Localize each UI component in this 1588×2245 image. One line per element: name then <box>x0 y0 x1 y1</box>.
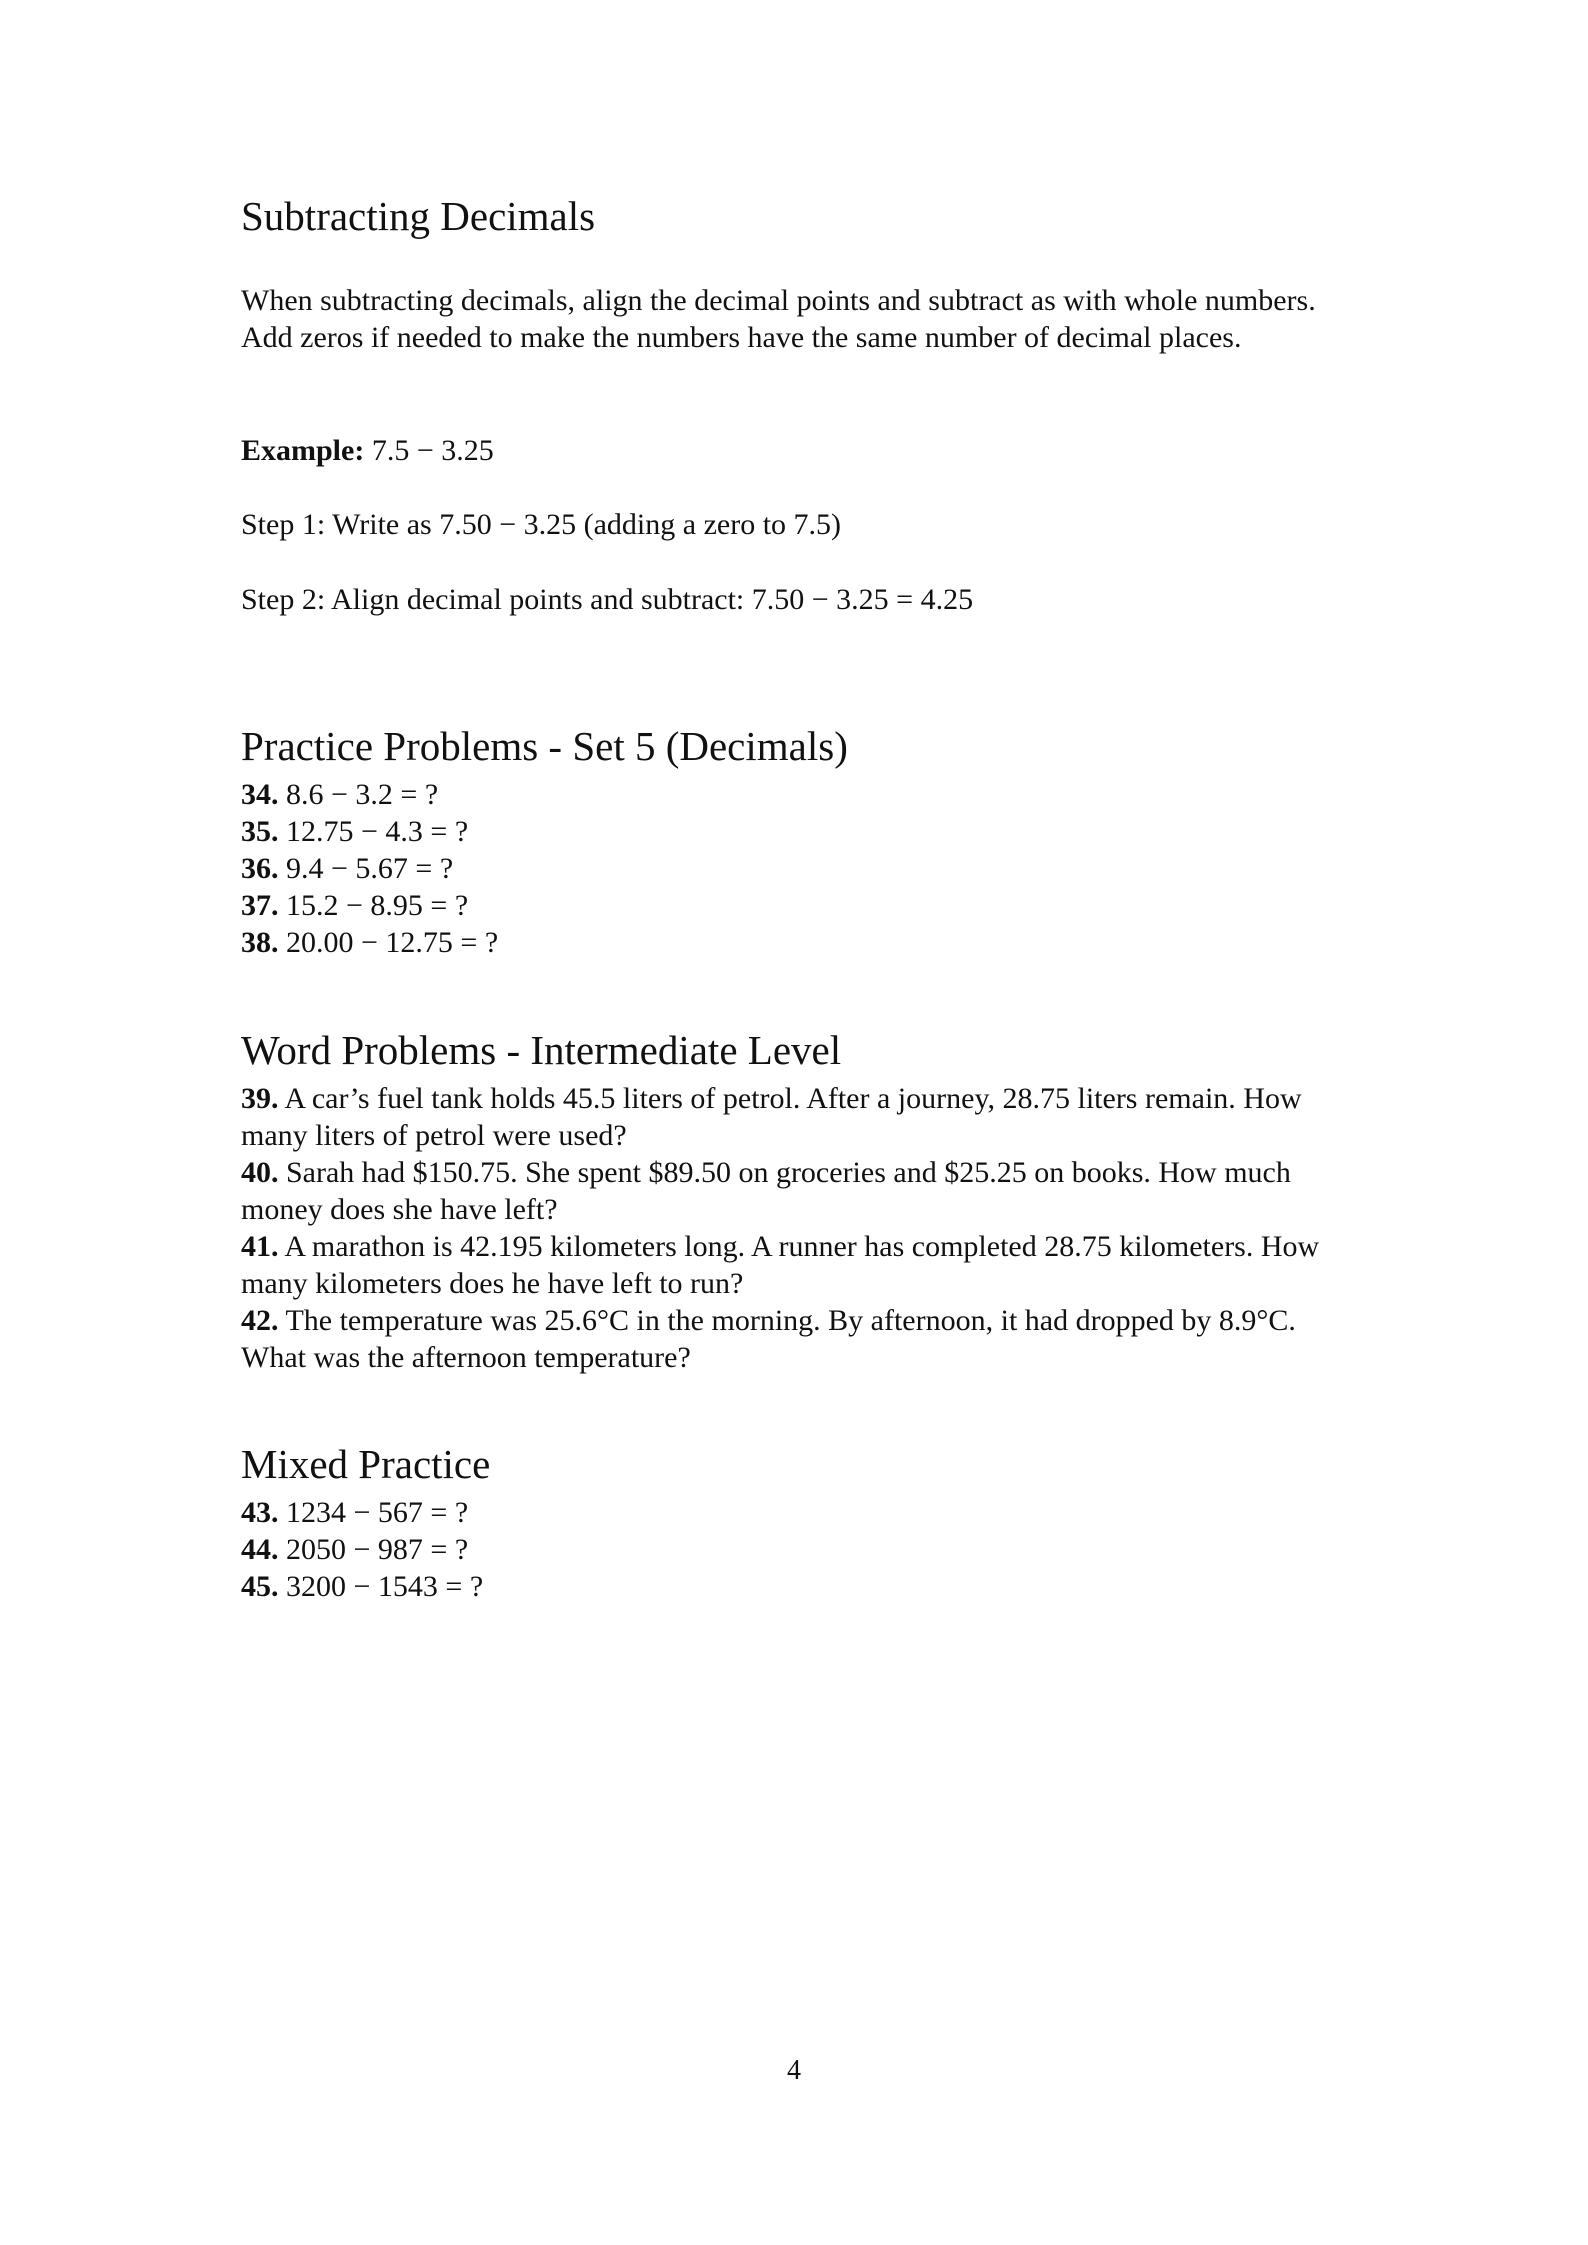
problem-item: 44. 2050 − 987 = ? <box>241 1533 469 1566</box>
mixed-problem-list <box>241 1494 1361 1605</box>
problem-item: 43. 1234 − 567 = ? <box>241 1496 469 1529</box>
mixed-practice-section <box>241 1440 1361 1605</box>
problem-item: 45. 3200 − 1543 = ? <box>241 1570 484 1603</box>
word-problem-item: 39. A car’s fuel tank holds 45.5 liters of petrol. After a journey, 28.75 liters remain. How many liters of petrol were used? <box>241 1082 1302 1152</box>
step-2-text: Step 2: Align decimal points and subtract: 7.50 − 3.25 = 4.25 <box>241 583 974 616</box>
page-number: 4 <box>787 2055 801 2086</box>
subtracting-decimals-section <box>241 192 1361 240</box>
practice-problem-list <box>241 776 1361 961</box>
example-label: Example: <box>241 434 365 467</box>
problem-item: 35. 12.75 − 4.3 = ? <box>241 815 469 848</box>
problem-item: 34. 8.6 − 3.2 = ? <box>241 778 439 811</box>
word-problem-item: 41. A marathon is 42.195 kilometers long. A runner has completed 28.75 kilometers. How many kilometers does he have left to run? <box>241 1230 1320 1300</box>
example-line <box>241 432 1361 469</box>
step-1 <box>241 506 1361 543</box>
intro-paragraph: When subtracting decimals, align the decimal points and subtract as with whole numbers. Add zeros if needed to make the numbers have the same number of decimal places. <box>241 284 1316 354</box>
subtracting-intro <box>241 282 1361 356</box>
step-2 <box>241 581 1361 618</box>
problem-item: 36. 9.4 − 5.67 = ? <box>241 852 454 885</box>
section-title-practice: Practice Problems - Set 5 (Decimals) <box>241 723 848 769</box>
word-problem-list <box>241 1080 1351 1376</box>
section-title-word-problems: Word Problems - Intermediate Level <box>241 1027 842 1073</box>
problem-item: 37. 15.2 − 8.95 = ? <box>241 889 469 922</box>
word-problem-item: 40. Sarah had $150.75. She spent $89.50 on groceries and $25.25 on books. How much money does she have left? <box>241 1156 1291 1226</box>
practice-section <box>241 722 1361 961</box>
word-problems-section <box>241 1026 1361 1376</box>
example-text: 7.5 − 3.25 <box>364 434 494 467</box>
word-problem-item: 42. The temperature was 25.6°C in the morning. By afternoon, it had dropped by 8.9°C. What was the afternoon temperature? <box>241 1304 1296 1374</box>
section-title-subtracting: Subtracting Decimals <box>241 193 596 239</box>
step-1-text: Step 1: Write as 7.50 − 3.25 (adding a zero to 7.5) <box>241 508 842 541</box>
section-title-mixed: Mixed Practice <box>241 1441 491 1487</box>
problem-item: 38. 20.00 − 12.75 = ? <box>241 926 499 959</box>
